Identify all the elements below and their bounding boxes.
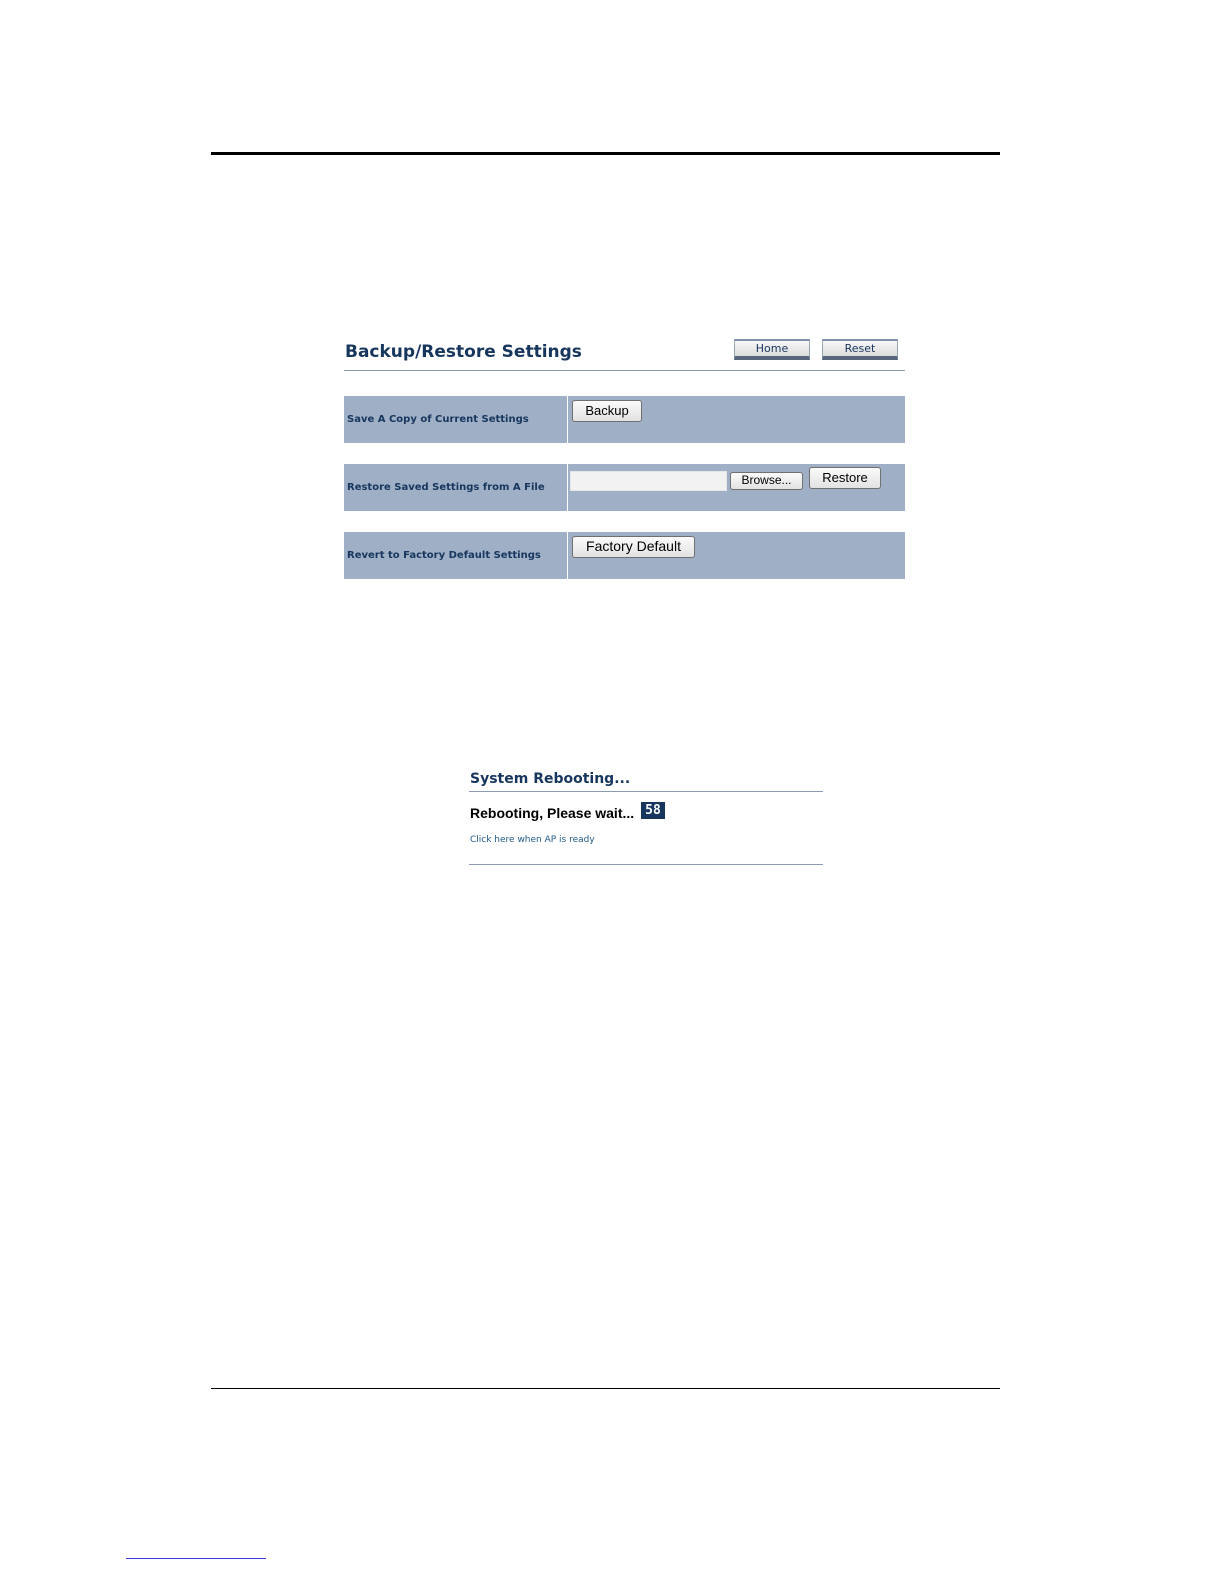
page-title: Backup/Restore Settings <box>345 342 582 362</box>
restore-file-input[interactable] <box>570 471 727 491</box>
backup-row <box>344 396 905 443</box>
backup-restore-panel <box>344 336 905 582</box>
restore-row-label: Restore Saved Settings from A File <box>344 464 568 511</box>
reboot-title-divider <box>469 791 823 792</box>
factory-default-button[interactable]: Factory Default <box>572 536 695 558</box>
backup-button[interactable]: Backup <box>572 400 642 422</box>
restore-button[interactable]: Restore <box>809 467 881 489</box>
page-top-rule <box>211 152 1000 155</box>
factory-default-row-label: Revert to Factory Default Settings <box>344 532 568 579</box>
footnote-rule <box>126 1558 266 1559</box>
ap-ready-link[interactable]: Click here when AP is ready <box>470 835 595 845</box>
restore-row <box>344 464 905 511</box>
reboot-title: System Rebooting... <box>470 771 631 787</box>
home-button[interactable]: Home <box>734 339 810 360</box>
factory-default-row <box>344 532 905 579</box>
reboot-bottom-divider <box>469 864 823 865</box>
title-divider <box>344 370 905 371</box>
reboot-wait-text: Rebooting, Please wait... <box>470 805 635 821</box>
reboot-countdown: 58 <box>641 802 665 819</box>
browse-button[interactable]: Browse... <box>730 472 803 490</box>
reboot-panel <box>469 768 823 868</box>
backup-row-label: Save A Copy of Current Settings <box>344 396 568 443</box>
reset-button[interactable]: Reset <box>822 339 898 360</box>
page-bottom-rule <box>211 1388 1000 1389</box>
